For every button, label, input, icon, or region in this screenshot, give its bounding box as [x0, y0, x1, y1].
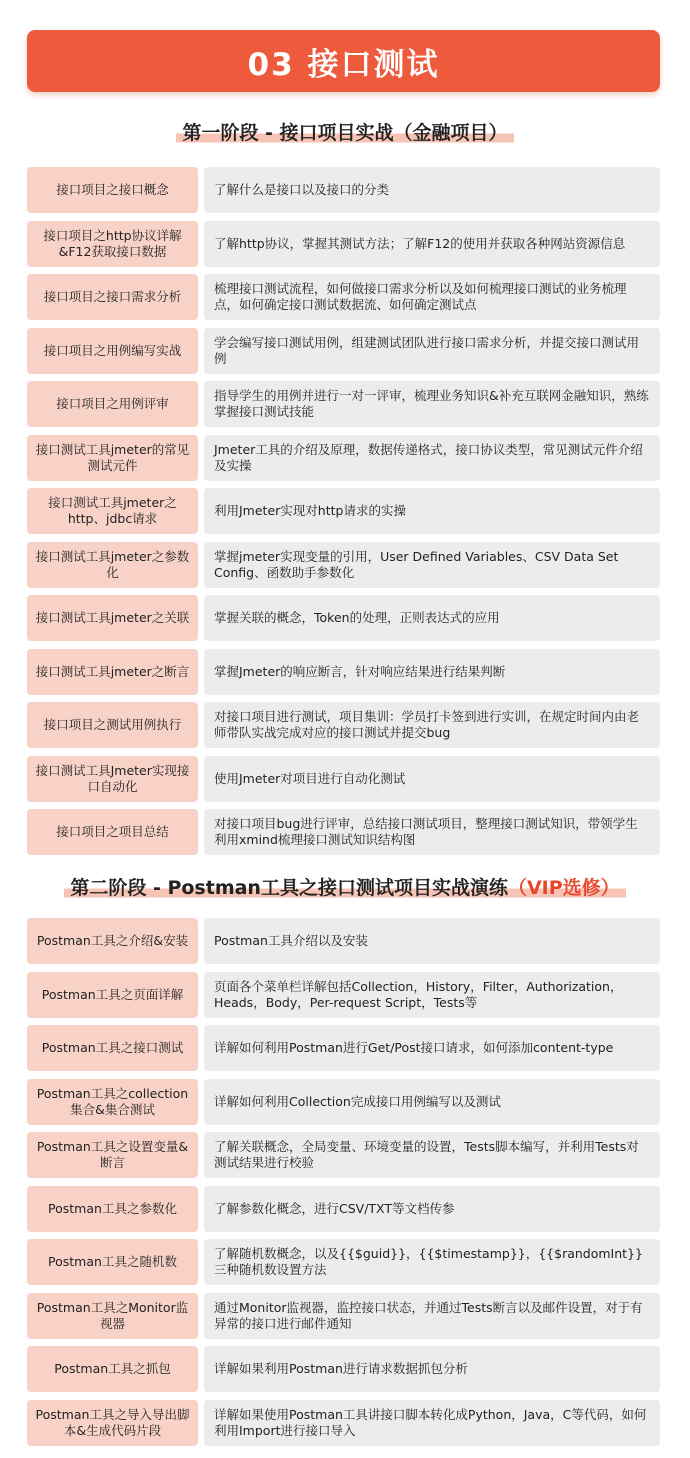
table-row [27, 918, 660, 964]
table-row [27, 1293, 660, 1339]
row-description: 了解参数化概念，进行CSV/TXT等文档传参 [204, 1186, 660, 1232]
row-description: Postman工具介绍以及安装 [204, 918, 660, 964]
row-description: 了解http协议，掌握其测试方法；了解F12的使用并获取各种网站资源信息 [204, 221, 660, 267]
table-row [27, 1400, 660, 1446]
row-topic: 接口测试工具jmeter之参数化 [27, 542, 198, 588]
row-topic: 接口测试工具Jmeter实现接口自动化 [27, 756, 198, 802]
row-description: 详解如果利用Postman进行请求数据抓包分析 [204, 1346, 660, 1392]
stage1-title-text: 第一阶段 - 接口项目实战（金融项目） [176, 118, 513, 145]
table-row [27, 1346, 660, 1392]
row-topic: Postman工具之页面详解 [27, 972, 198, 1018]
row-topic: 接口测试工具jmeter之关联 [27, 595, 198, 641]
row-description: Jmeter工具的介绍及原理，数据传递格式，接口协议类型，常见测试元件介绍及实操 [204, 435, 660, 481]
row-description: 详解如果使用Postman工具讲接口脚本转化成Python，Java，C等代码，如何利用Import进行接口导入 [204, 1400, 660, 1446]
row-topic: Postman工具之设置变量&断言 [27, 1132, 198, 1178]
row-topic: 接口项目之项目总结 [27, 809, 198, 855]
table-row [27, 274, 660, 320]
row-topic: Postman工具之Monitor监视器 [27, 1293, 198, 1339]
table-row [27, 756, 660, 802]
row-description: 指导学生的用例并进行一对一评审，梳理业务知识&补充互联网金融知识，熟练掌握接口测试技能 [204, 381, 660, 427]
vip-badge: （VIP选修） [507, 877, 620, 899]
row-topic: 接口项目之接口需求分析 [27, 274, 198, 320]
row-topic: 接口项目之测试用例执行 [27, 702, 198, 748]
stage2-title-text: 第二阶段 - Postman工具之接口测试项目实战演练 [70, 877, 508, 899]
row-description: 学会编写接口测试用例，组建测试团队进行接口需求分析，并提交接口测试用例 [204, 328, 660, 374]
row-description: 对接口项目bug进行评审，总结接口测试项目，整理接口测试知识，带领学生利用xmind梳理接口测试知识结构图 [204, 809, 660, 855]
row-topic: 接口测试工具jmeter的常见测试元件 [27, 435, 198, 481]
table-row [27, 381, 660, 427]
row-description: 使用Jmeter对项目进行自动化测试 [204, 756, 660, 802]
banner-title: 03 接口测试 [247, 46, 440, 83]
row-topic: 接口测试工具jmeter之断言 [27, 649, 198, 695]
table-row [27, 167, 660, 213]
table-row [27, 435, 660, 481]
row-topic: 接口项目之用例评审 [27, 381, 198, 427]
table-row [27, 1239, 660, 1285]
table-row [27, 1079, 660, 1125]
row-topic: 接口项目之用例编写实战 [27, 328, 198, 374]
row-topic: 接口项目之http协议详解&F12获取接口数据 [27, 221, 198, 267]
row-topic: 接口测试工具jmeter之http、jdbc请求 [27, 488, 198, 534]
table-row [27, 328, 660, 374]
table-row [27, 1132, 660, 1178]
row-description: 掌握关联的概念，Token的处理，正则表达式的应用 [204, 595, 660, 641]
stage1-title [0, 118, 690, 145]
row-topic: Postman工具之介绍&安装 [27, 918, 198, 964]
row-description: 了解什么是接口以及接口的分类 [204, 167, 660, 213]
row-topic: Postman工具之随机数 [27, 1239, 198, 1285]
stage2-title [0, 873, 690, 900]
table-row [27, 1186, 660, 1232]
row-description: 利用Jmeter实现对http请求的实操 [204, 488, 660, 534]
row-description: 详解如何利用Collection完成接口用例编写以及测试 [204, 1079, 660, 1125]
row-description: 了解随机数概念，以及{{$guid}}，{{$timestamp}}，{{$randomInt}}三种随机数设置方法 [204, 1239, 660, 1285]
table-row [27, 595, 660, 641]
row-description: 掌握jmeter实现变量的引用，User Defined Variables、CSV Data Set Config、函数助手参数化 [204, 542, 660, 588]
row-description: 详解如何利用Postman进行Get/Post接口请求，如何添加content-type [204, 1025, 660, 1071]
stage1-course-table [27, 167, 660, 863]
row-topic: Postman工具之接口测试 [27, 1025, 198, 1071]
row-topic: Postman工具之参数化 [27, 1186, 198, 1232]
row-description: 了解关联概念，全局变量、环境变量的设置，Tests脚本编写，并利用Tests对测试结果进行校验 [204, 1132, 660, 1178]
row-topic: Postman工具之导入导出脚本&生成代码片段 [27, 1400, 198, 1446]
row-description: 页面各个菜单栏详解包括Collection，History，Filter，Authorization，Heads，Body，Per-request Script，Tests等 [204, 972, 660, 1018]
table-row [27, 488, 660, 534]
row-topic: Postman工具之抓包 [27, 1346, 198, 1392]
table-row [27, 702, 660, 748]
table-row [27, 809, 660, 855]
section-banner [27, 30, 660, 92]
table-row [27, 649, 660, 695]
row-description: 掌握Jmeter的响应断言，针对响应结果进行结果判断 [204, 649, 660, 695]
row-topic: Postman工具之collection集合&集合测试 [27, 1079, 198, 1125]
row-description: 梳理接口测试流程，如何做接口需求分析以及如何梳理接口测试的业务梳理点，如何确定接口测试数据流、如何确定测试点 [204, 274, 660, 320]
stage2-course-table [27, 918, 660, 1453]
row-description: 对接口项目进行测试，项目集训：学员打卡签到进行实训，在规定时间内由老师带队实战完成对应的接口测试并提交bug [204, 702, 660, 748]
row-topic: 接口项目之接口概念 [27, 167, 198, 213]
table-row [27, 542, 660, 588]
table-row [27, 221, 660, 267]
table-row [27, 972, 660, 1018]
table-row [27, 1025, 660, 1071]
row-description: 通过Monitor监视器，监控接口状态，并通过Tests断言以及邮件设置，对于有异常的接口进行邮件通知 [204, 1293, 660, 1339]
